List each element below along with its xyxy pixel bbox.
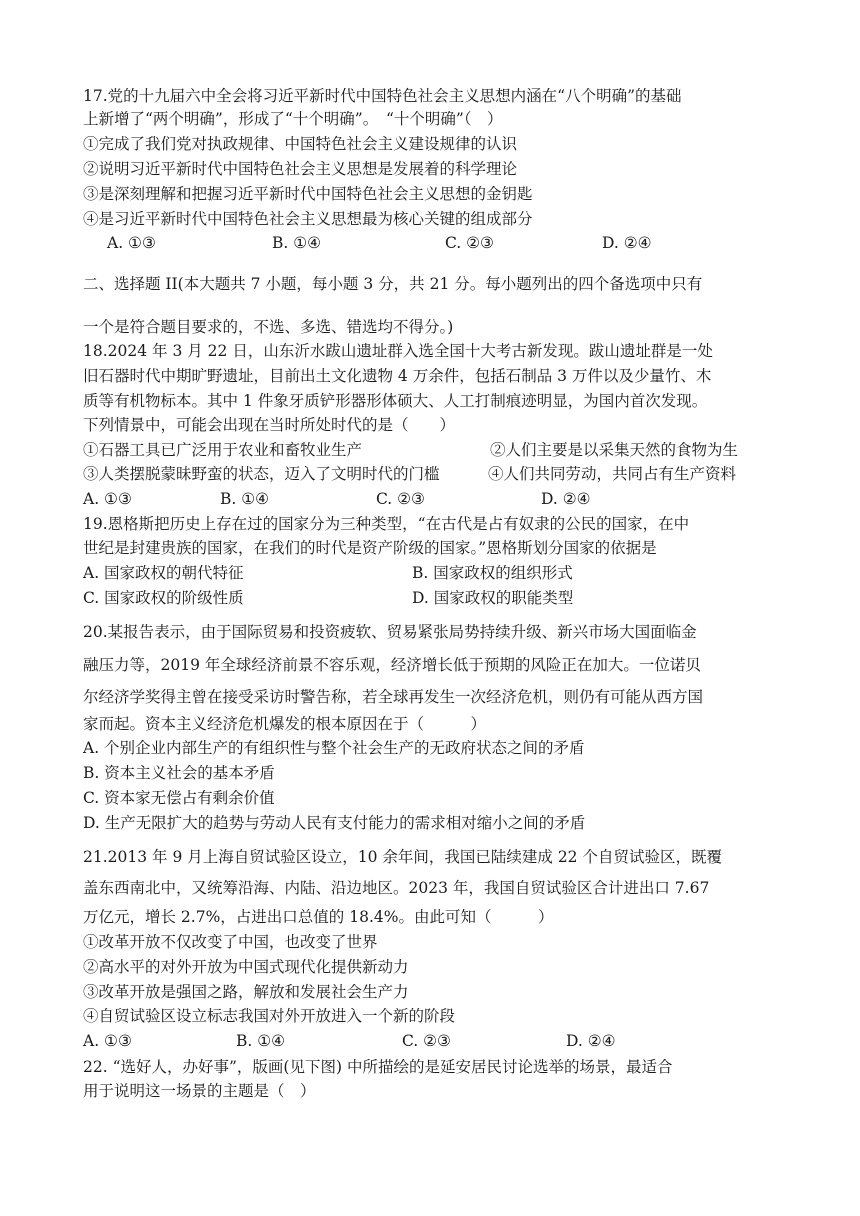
q17-option-b[interactable]: B. ①④ [272, 234, 322, 252]
q17-item-4: ④是习近平新时代中国特色社会主义思想最为核心关键的组成部分 [83, 210, 533, 228]
q18-item-1: ①石器工具已广泛用于农业和畜牧业生产 [83, 441, 363, 459]
q22-stem-line-2: 用于说明这一场景的主题是（ ） [83, 1082, 316, 1100]
q20-stem-line-2: 融压力等，2019 年全球经济前景不容乐观，经济增长低于预期的风险正在加大。一位诺贝 [83, 656, 701, 674]
q18-stem-line-2: 旧石器时代中期旷野遗址，目前出土文化遗物 4 万余件，包括石制品 3 万件以及少量竹、木 [83, 367, 712, 385]
q19-option-c[interactable]: C. 国家政权的阶级性质 [83, 589, 244, 607]
q19-stem-line-1: 19.恩格斯把历史上存在过的国家分为三种类型，“在古代是占有奴隶的公民的国家，在中 [83, 515, 690, 533]
q22-stem-line-1: 22. “选好人，办好事”，版画(见下图) 中所描绘的是延安居民讨论选举的场景，最适合 [83, 1058, 673, 1076]
q17-option-c[interactable]: C. ②③ [445, 234, 494, 252]
q17-stem-line-1: 17.党的十九届六中全会将习近平新时代中国特色社会主义思想内涵在“八个明确”的基础 [83, 87, 682, 105]
q18-stem-line-1: 18.2024 年 3 月 22 日，山东沂水跋山遗址群入选全国十大考古新发现。跋山遗址群是一处 [83, 342, 713, 360]
q18-option-c[interactable]: C. ②③ [376, 490, 425, 508]
q17-option-a[interactable]: A. ①③ [107, 234, 156, 252]
q18-item-2: ②人们主要是以采集天然的食物为生 [490, 441, 739, 459]
q20-stem-line-1: 20.某报告表示，由于国际贸易和投资疲软、贸易紧张局势持续升级、新兴市场大国面临金 [83, 623, 697, 641]
q17-item-1: ①完成了我们党对执政规律、中国特色社会主义建设规律的认识 [83, 135, 518, 153]
q21-item-2: ②高水平的对外开放为中国式现代化提供新动力 [83, 958, 409, 976]
q17-stem-line-2: 上新增了“两个明确”，形成了“十个明确”。 “十个明确”（ ） [83, 110, 503, 128]
q17-item-2: ②说明习近平新时代中国特色社会主义思想是发展着的科学理论 [83, 160, 518, 178]
q18-item-4: ④人们共同劳动，共同占有生产资料 [488, 465, 737, 483]
q18-item-3: ③人类摆脱蒙昧野蛮的状态，迈入了文明时代的门槛 [83, 465, 440, 483]
section-2-line-2: 一个是符合题目要求的，不选、多选、错选均不得分。) [83, 318, 454, 336]
q20-option-d[interactable]: D. 生产无限扩大的趋势与劳动人民有支付能力的需求相对缩小之间的矛盾 [83, 814, 586, 832]
q18-option-d[interactable]: D. ②④ [541, 490, 591, 508]
q18-stem-line-3: 质等有机物标本。其中 1 件象牙质铲形器形体硕大、人工打制痕迹明显，为国内首次发现。 [83, 392, 708, 410]
q20-option-b[interactable]: B. 资本主义社会的基本矛盾 [83, 764, 275, 782]
q21-stem-line-1: 21.2013 年 9 月上海自贸试验区设立，10 余年间，我国已陆续建成 22 个自贸试验区，既覆 [83, 848, 722, 866]
q21-stem-line-2: 盖东西南北中，又统筹沿海、内陆、沿边地区。2023 年，我国自贸试验区合计进出口 7.67 [83, 879, 710, 897]
section-2-line-1: 二、选择题 II(本大题共 7 小题，每小题 3 分，共 21 分。每小题列出的四个备选项中只有 [83, 275, 703, 293]
q17-option-d[interactable]: D. ②④ [602, 234, 652, 252]
q21-item-3: ③改革开放是强国之路，解放和发展社会生产力 [83, 983, 409, 1001]
q20-option-a[interactable]: A. 个别企业内部生产的有组织性与整个社会生产的无政府状态之间的矛盾 [83, 739, 585, 757]
q19-stem-line-2: 世纪是封建贵族的国家，在我们的时代是资产阶级的国家。”恩格斯划分国家的依据是 [83, 539, 657, 557]
q18-stem-line-4: 下列情景中，可能会出现在当时所处时代的是（ ） [83, 416, 456, 434]
q20-stem-line-4: 家而起。资本主义经济危机爆发的根本原因在于（ ） [83, 715, 487, 733]
q19-option-b[interactable]: B. 国家政权的组织形式 [412, 564, 573, 582]
q19-option-d[interactable]: D. 国家政权的职能类型 [412, 589, 574, 607]
q21-item-1: ①改革开放不仅改变了中国，也改变了世界 [83, 933, 378, 951]
q21-option-b[interactable]: B. ①④ [236, 1032, 286, 1050]
q20-stem-line-3: 尔经济学奖得主曾在接受采访时警告称，若全球再发生一次经济危机，则仍有可能从西方国 [83, 688, 704, 706]
q20-option-c[interactable]: C. 资本家无偿占有剩余价值 [83, 789, 275, 807]
q17-item-3: ③是深刻理解和把握习近平新时代中国特色社会主义思想的金钥匙 [83, 185, 533, 203]
q21-option-c[interactable]: C. ②③ [402, 1032, 451, 1050]
q18-option-a[interactable]: A. ①③ [83, 490, 132, 508]
q21-stem-line-3: 万亿元，增长 2.7%，占进出口总值的 18.4%。由此可知（ ） [83, 908, 554, 926]
q21-option-d[interactable]: D. ②④ [566, 1032, 616, 1050]
q19-option-a[interactable]: A. 国家政权的朝代特征 [83, 564, 244, 582]
q21-item-4: ④自贸试验区设立标志我国对外开放进入一个新的阶段 [83, 1007, 456, 1025]
q21-option-a[interactable]: A. ①③ [83, 1032, 132, 1050]
q18-option-b[interactable]: B. ①④ [220, 490, 270, 508]
